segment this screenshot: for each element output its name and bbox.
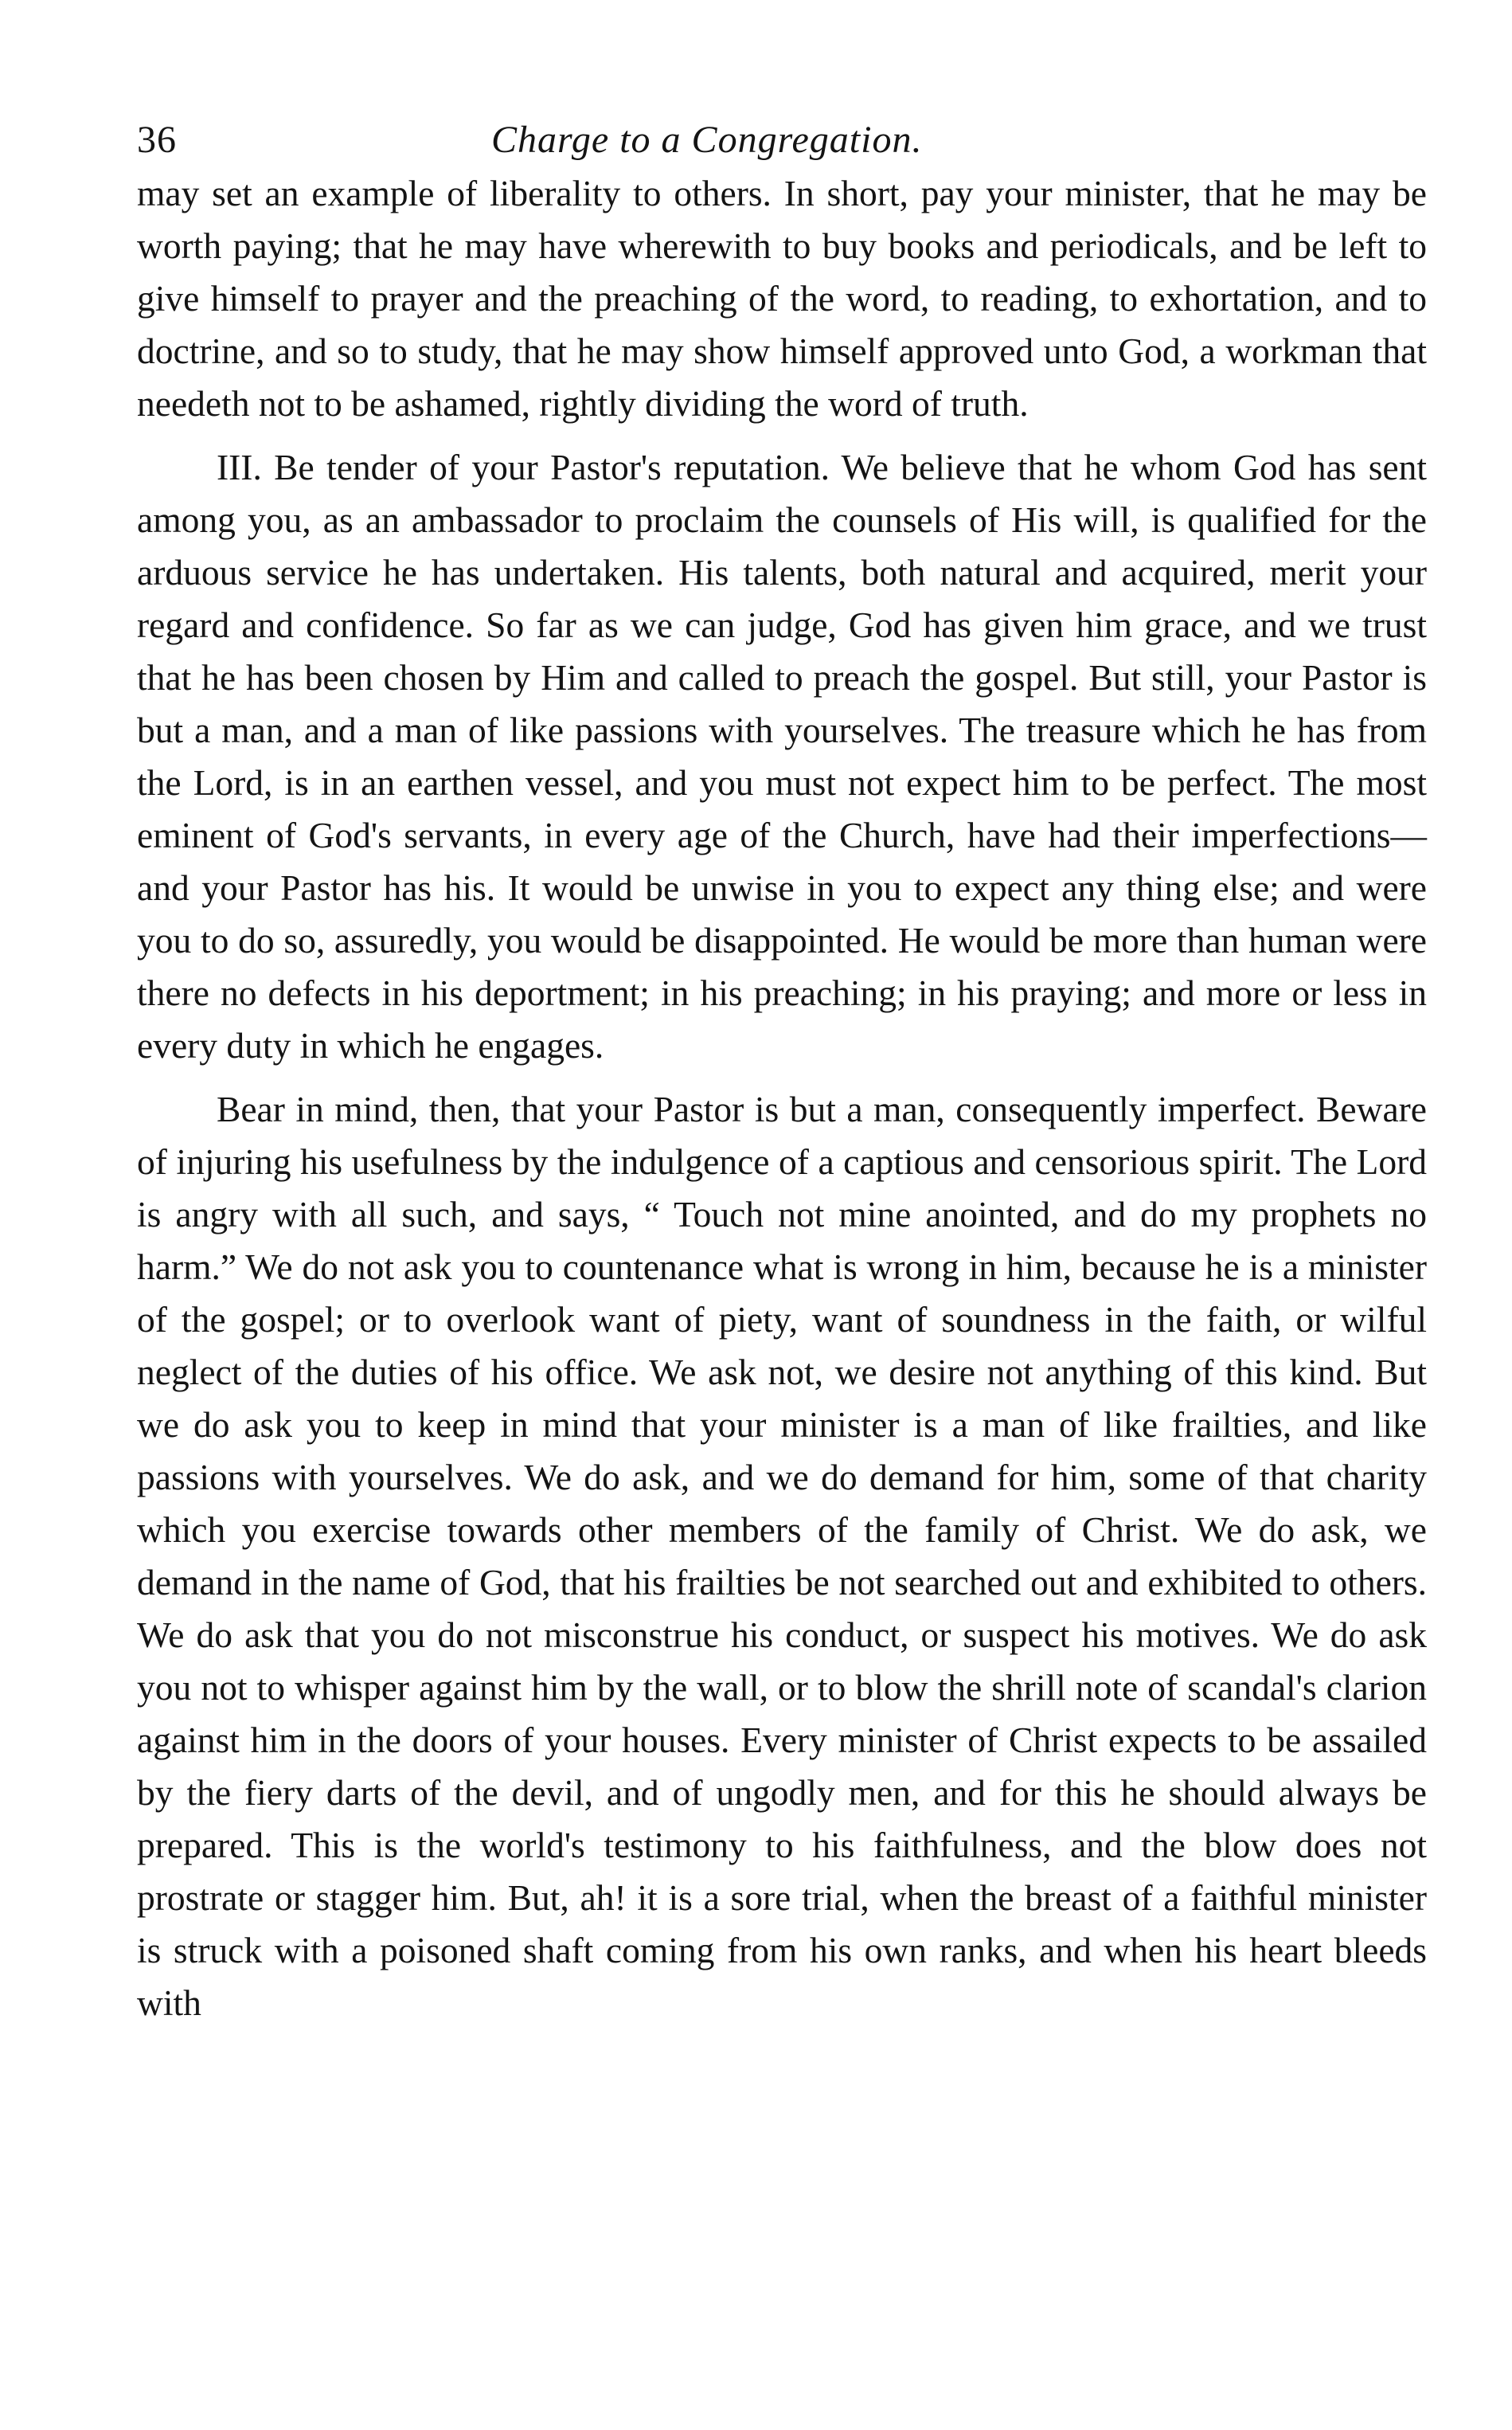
book-page [137, 96, 1427, 2029]
body-text [137, 167, 1427, 2029]
running-title: Charge to a Congregation. [491, 119, 923, 161]
page-number: 36 [137, 119, 177, 161]
paragraph-continued: may set an example of liberality to others. In short, pay your minister, that he may be worth paying; that he may have wherewith to buy books and periodicals, and be left to give himself to prayer and the preaching of the word, to reading, to exhortation, and to doctrine, and so to study, that he may show himself approved unto God, a workman that needeth not to be ashamed, rightly dividing the word of truth. [137, 173, 1427, 424]
page-header [137, 96, 1427, 167]
paragraph-pastor-reputation: III. Be tender of your Pastor's reputation. We believe that he whom God has sent among you, as an ambassador to proclaim the counsels of His will, is qualified for the arduous service he has undertaken. His talents, both natural and acquired, merit your regard and confidence. So far as we can judge, God has given him grace, and we trust that he has been chosen by Him and called to preach the gospel. But still, your Pastor is but a man, and a man of like passions with yourselves. The treasure which he has from the Lord, is in an earthen vessel, and you must not expect him to be perfect. The most eminent of God's servants, in every age of the Church, have had their imperfections—and your Pastor has his. It would be unwise in you to expect any thing else; and were you to do so, assuredly, you would be disappointed. He would be more than human were there no defects in his deportment; in his preaching; in his praying; and more or less in every duty in which he engages. [137, 447, 1427, 1066]
paragraph-bear-in-mind: Bear in mind, then, that your Pastor is but a man, consequently imperfect. Beware of injuring his usefulness by the indulgence of a captious and censorious spirit. The Lord is angry with all such, and says, “ Touch not mine anointed, and do my prophets no harm.” We do not ask you to countenance what is wrong in him, because he is a minister of the gospel; or to overlook want of piety, want of soundness in the faith, or wilful neglect of the duties of his office. We ask not, we desire not anything of this kind. But we do ask you to keep in mind that your minister is a man of like frailties, and like passions with yourselves. We do ask, and we do demand for him, some of that charity which you exercise towards other members of the family of Christ. We do ask, we demand in the name of God, that his frailties be not searched out and exhibited to others. We do ask that you do not misconstrue his conduct, or suspect his motives. We do ask you not to whisper against him by the wall, or to blow the shrill note of scandal's clarion against him in the doors of your houses. Every minister of Christ expects to be assailed by the fiery darts of the devil, and of ungodly men, and for this he should always be prepared. This is the world's testimony to his faithfulness, and the blow does not prostrate or stagger him. But, ah! it is a sore trial, when the breast of a faithful minister is struck with a poisoned shaft coming from his own ranks, and when his heart bleeds with [137, 1089, 1427, 2023]
